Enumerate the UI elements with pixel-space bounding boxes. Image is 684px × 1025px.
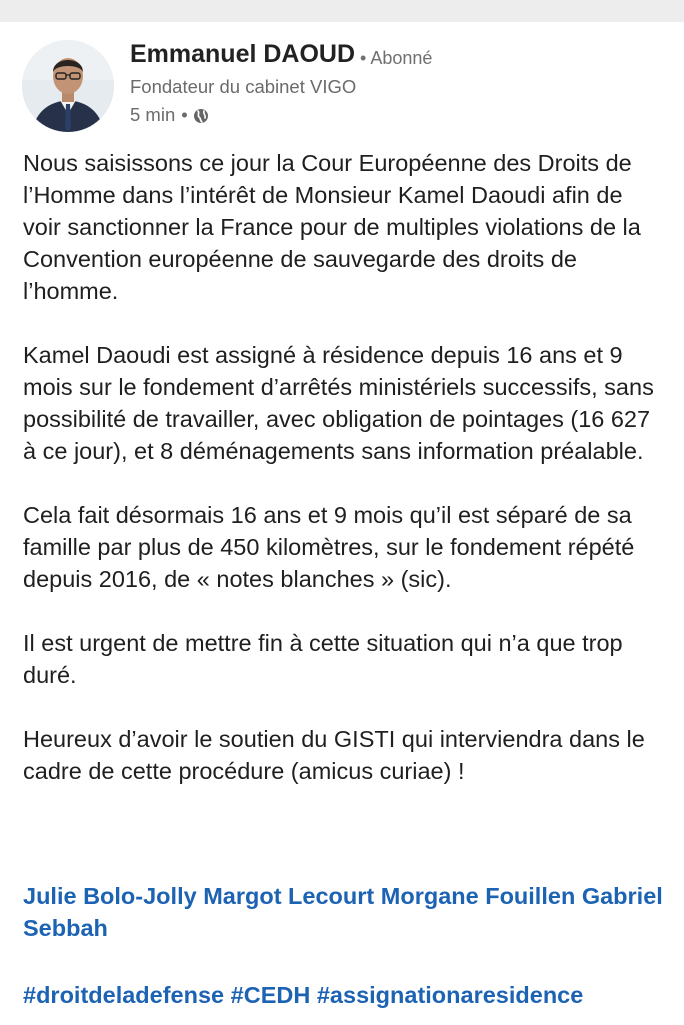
post-paragraph: Kamel Daoudi est assigné à résidence depuis 16 ans et 9 mois sur le fondement d’arrêtés ministériels successifs, sans possibilité de travailler, avec obligation de pointages (16 627 à ce jour), et 8 déménagements sans information préalable. xyxy=(23,342,654,464)
top-separator xyxy=(0,0,684,22)
globe-icon xyxy=(193,107,209,123)
post-card xyxy=(0,22,684,1025)
mention-link[interactable]: Morgane Fouillen xyxy=(380,883,576,909)
mentions xyxy=(23,880,663,944)
post-paragraph: Il est urgent de mettre fin à cette situation qui n’a que trop duré. xyxy=(23,630,623,688)
mention-link[interactable]: Julie Bolo-Jolly xyxy=(23,883,197,909)
post-body xyxy=(23,147,663,787)
post-meta xyxy=(130,104,209,126)
author-headline: Fondateur du cabinet VIGO xyxy=(130,76,357,97)
post-time: 5 min xyxy=(130,104,176,125)
hashtag-link[interactable]: #assignationaresidence xyxy=(316,982,584,1008)
hashtags xyxy=(23,979,673,1011)
meta-separator: • xyxy=(181,104,188,125)
post-paragraph: Nous saisissons ce jour la Cour Européenne des Droits de l’Homme dans l’intérêt de Monsieur Kamel Daoudi afin de voir sanctionner la France pour de multiples violations de la Convention européenne de sauvegarde des droits de l’homme. xyxy=(23,150,641,304)
post-paragraph: Cela fait désormais 16 ans et 9 mois qu’il est séparé de sa famille par plus de 450 kilomètres, sur le fondement répété depuis 2016, de « notes blanches » (sic). xyxy=(23,502,635,592)
hashtag-link[interactable]: #CEDH xyxy=(230,982,311,1008)
post-paragraph: Heureux d’avoir le soutien du GISTI qui interviendra dans le cadre de cette procédure (amicus curiae) ! xyxy=(23,726,645,784)
mention-link[interactable]: Gabriel Sebbah xyxy=(23,883,663,941)
follow-status xyxy=(360,48,432,69)
author-name[interactable]: Emmanuel DAOUD xyxy=(130,40,356,68)
mention-link[interactable]: Margot Lecourt xyxy=(203,883,375,909)
follow-status-label: Abonné xyxy=(370,48,433,68)
avatar-photo-icon xyxy=(22,40,114,132)
name-separator: • xyxy=(360,48,367,68)
author-avatar[interactable] xyxy=(22,40,114,132)
hashtag-link[interactable]: #droitdeladefense xyxy=(23,982,225,1008)
